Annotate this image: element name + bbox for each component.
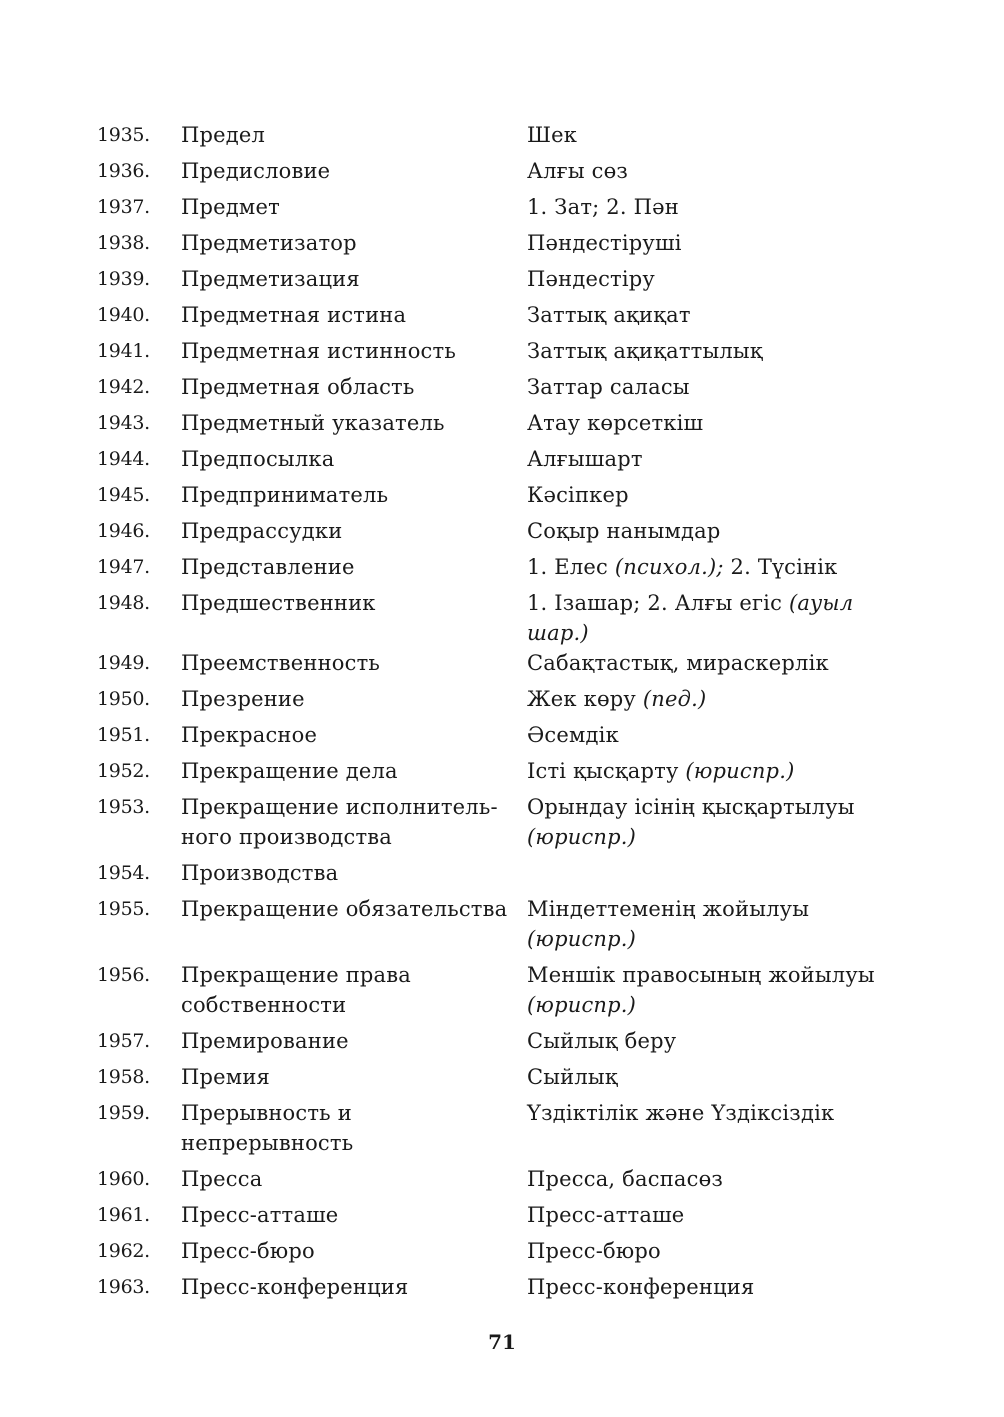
russian-term: Предпосылка xyxy=(181,447,335,471)
russian-term: Предметная истинность xyxy=(181,339,456,363)
glossary-entry xyxy=(97,264,917,300)
kazakh-translation: Пресс-конференция xyxy=(527,1275,755,1299)
page-number: 71 xyxy=(488,1330,516,1354)
russian-term: Преемственность xyxy=(181,651,381,675)
glossary-entry xyxy=(97,156,917,192)
entry-number: 1939. xyxy=(97,268,150,290)
kazakh-translation: Жек көру (пед.) xyxy=(527,687,707,711)
russian-term: Прекрасное xyxy=(181,723,318,747)
glossary-list xyxy=(97,120,917,1308)
russian-term: Презрение xyxy=(181,687,305,711)
entry-number: 1960. xyxy=(97,1168,150,1190)
kazakh-translation: Сыйлық xyxy=(527,1065,618,1089)
kazakh-translation: Пресс-бюро xyxy=(527,1239,661,1263)
entry-number: 1955. xyxy=(97,898,150,920)
russian-term: Премирование xyxy=(181,1029,349,1053)
entry-number: 1951. xyxy=(97,724,150,746)
russian-term: Предметизатор xyxy=(181,231,357,255)
entry-number: 1963. xyxy=(97,1276,150,1298)
glossary-entry xyxy=(97,444,917,480)
kazakh-translation: Үздіктілік және Үздіксіздік xyxy=(527,1101,835,1125)
glossary-entry xyxy=(97,858,917,894)
entry-number: 1954. xyxy=(97,862,150,884)
usage-note: (юриспр.) xyxy=(527,927,637,951)
glossary-entry xyxy=(97,684,917,720)
entry-number: 1953. xyxy=(97,796,150,818)
entry-number: 1950. xyxy=(97,688,150,710)
glossary-entry xyxy=(97,588,917,648)
glossary-entry xyxy=(97,894,917,960)
russian-term: Пресса xyxy=(181,1167,263,1191)
russian-term: Прекращение дела xyxy=(181,759,398,783)
russian-term: Предисловие xyxy=(181,159,331,183)
entry-number: 1945. xyxy=(97,484,150,506)
entry-number: 1943. xyxy=(97,412,150,434)
kazakh-translation: Пресс-атташе xyxy=(527,1203,685,1227)
kazakh-translation: Істі қысқарту (юриспр.) xyxy=(527,759,795,783)
russian-term: Пресс-атташе xyxy=(181,1203,339,1227)
entry-number: 1941. xyxy=(97,340,150,362)
usage-note: (ауыл шар.) xyxy=(527,591,854,645)
usage-note: (пед.) xyxy=(642,687,707,711)
russian-term: Прекращение обязательства xyxy=(181,897,508,921)
kazakh-translation: Сабақтастық, мираскерлік xyxy=(527,651,829,675)
russian-term: Предел xyxy=(181,123,266,147)
kazakh-translation: Орындау ісінің қысқартылуы (юриспр.) xyxy=(527,795,855,849)
entry-number: 1949. xyxy=(97,652,150,674)
kazakh-translation: Заттық ақиқаттылық xyxy=(527,339,763,363)
russian-term: Предмет xyxy=(181,195,280,219)
glossary-entry xyxy=(97,516,917,552)
glossary-entry xyxy=(97,1272,917,1308)
glossary-entry xyxy=(97,1098,917,1164)
russian-term: Пресс-бюро xyxy=(181,1239,315,1263)
glossary-entry xyxy=(97,1236,917,1272)
kazakh-translation: Кәсіпкер xyxy=(527,483,629,507)
glossary-entry xyxy=(97,1200,917,1236)
russian-term: Прекращение права собственности xyxy=(181,963,412,1017)
kazakh-translation: Заттық ақиқат xyxy=(527,303,691,327)
entry-number: 1948. xyxy=(97,592,150,614)
glossary-entry xyxy=(97,300,917,336)
entry-number: 1947. xyxy=(97,556,150,578)
glossary-entry xyxy=(97,1026,917,1062)
russian-term: Прерывность и непрерывность xyxy=(181,1101,354,1155)
entry-number: 1935. xyxy=(97,124,150,146)
russian-term: Прекращение исполнитель- ного производства xyxy=(181,795,498,849)
kazakh-translation: 1. Зат; 2. Пән xyxy=(527,195,679,219)
kazakh-translation: Әсемдік xyxy=(527,723,619,747)
glossary-entry xyxy=(97,960,917,1026)
entry-number: 1952. xyxy=(97,760,150,782)
glossary-entry xyxy=(97,408,917,444)
glossary-entry xyxy=(97,228,917,264)
entry-number: 1944. xyxy=(97,448,150,470)
entry-number: 1946. xyxy=(97,520,150,542)
entry-number: 1940. xyxy=(97,304,150,326)
kazakh-translation: Соқыр нанымдар xyxy=(527,519,721,543)
entry-number: 1937. xyxy=(97,196,150,218)
kazakh-translation: Сыйлық беру xyxy=(527,1029,677,1053)
entry-number: 1959. xyxy=(97,1102,150,1124)
russian-term: Предметная истина xyxy=(181,303,407,327)
entry-number: 1962. xyxy=(97,1240,150,1262)
kazakh-translation: 1. Елес (психол.); 2. Түсінік xyxy=(527,555,838,579)
usage-note: (юриспр.) xyxy=(527,993,637,1017)
russian-term: Предметная область xyxy=(181,375,415,399)
entry-number: 1956. xyxy=(97,964,150,986)
entry-number: 1957. xyxy=(97,1030,150,1052)
usage-note: (юриспр.) xyxy=(685,759,795,783)
glossary-entry xyxy=(97,720,917,756)
kazakh-translation: 1. Ізашар; 2. Алғы егіс (ауыл шар.) xyxy=(527,591,854,645)
kazakh-translation: Шек xyxy=(527,123,578,147)
russian-term: Производства xyxy=(181,861,339,885)
russian-term: Пресс-конференция xyxy=(181,1275,409,1299)
kazakh-translation: Алғышарт xyxy=(527,447,643,471)
russian-term: Представление xyxy=(181,555,355,579)
glossary-entry xyxy=(97,192,917,228)
kazakh-translation: Пәндестіру xyxy=(527,267,655,291)
glossary-entry xyxy=(97,648,917,684)
usage-note: (психол.); xyxy=(614,555,724,579)
glossary-entry xyxy=(97,792,917,858)
glossary-entry xyxy=(97,1062,917,1098)
glossary-entry xyxy=(97,120,917,156)
entry-number: 1958. xyxy=(97,1066,150,1088)
glossary-entry xyxy=(97,480,917,516)
russian-term: Предметизация xyxy=(181,267,360,291)
entry-number: 1961. xyxy=(97,1204,150,1226)
russian-term: Премия xyxy=(181,1065,270,1089)
kazakh-translation: Міндеттеменің жойылуы (юриспр.) xyxy=(527,897,810,951)
glossary-entry xyxy=(97,1164,917,1200)
glossary-entry xyxy=(97,372,917,408)
russian-term: Предрассудки xyxy=(181,519,343,543)
russian-term: Предшественник xyxy=(181,591,376,615)
usage-note: (юриспр.) xyxy=(527,825,637,849)
kazakh-translation: Алғы сөз xyxy=(527,159,629,183)
entry-number: 1936. xyxy=(97,160,150,182)
entry-number: 1942. xyxy=(97,376,150,398)
kazakh-translation: Атау көрсеткіш xyxy=(527,411,704,435)
glossary-entry xyxy=(97,552,917,588)
russian-term: Предметный указатель xyxy=(181,411,445,435)
glossary-entry xyxy=(97,336,917,372)
kazakh-translation: Меншік правосының жойылуы (юриспр.) xyxy=(527,963,875,1017)
entry-number: 1938. xyxy=(97,232,150,254)
glossary-entry xyxy=(97,756,917,792)
kazakh-translation: Заттар саласы xyxy=(527,375,690,399)
kazakh-translation: Пәндестіруші xyxy=(527,231,682,255)
russian-term: Предприниматель xyxy=(181,483,389,507)
kazakh-translation: Пресса, баспасөз xyxy=(527,1167,724,1191)
